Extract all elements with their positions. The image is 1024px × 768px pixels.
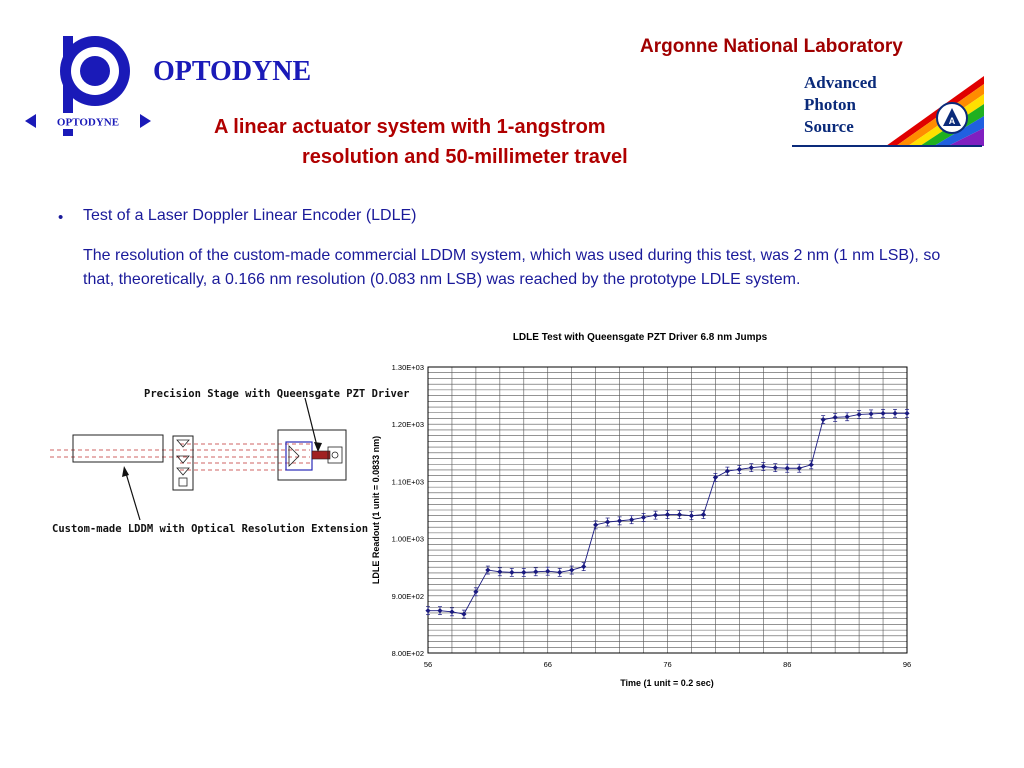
data-point-marker: [892, 411, 897, 416]
data-point-marker: [485, 567, 490, 572]
data-point-marker: [833, 415, 838, 420]
data-point-marker: [749, 465, 754, 470]
lab-name: Argonne National Laboratory: [640, 36, 903, 57]
chart-grid: [428, 367, 907, 653]
data-point-marker: [725, 469, 730, 474]
prism-3: [177, 468, 189, 475]
prism-1: [177, 440, 189, 447]
y-axis-label: LDLE Readout (1 unit = 0.0833 nm): [371, 435, 381, 585]
data-point-marker: [773, 465, 778, 470]
y-tick-label: 8.00E+02: [391, 649, 424, 658]
data-point-marker: [605, 519, 610, 524]
optodyne-logo-dot: [80, 56, 110, 86]
data-point-marker: [904, 411, 909, 416]
aps-line1: Advanced: [804, 73, 877, 92]
optodyne-logo: [25, 28, 155, 140]
x-tick-label: 66: [543, 660, 552, 669]
x-axis-ticks: [424, 660, 911, 669]
bullet-icon: •: [58, 209, 64, 226]
pzt-screw: [332, 452, 338, 458]
y-tick-label: 1.20E+03: [391, 420, 424, 430]
data-point-marker: [521, 570, 526, 575]
optic-small: [179, 478, 187, 486]
data-point-marker: [425, 608, 430, 613]
data-point-marker: [509, 570, 514, 575]
left-arrow-icon: [25, 114, 36, 128]
data-point-marker: [497, 569, 502, 574]
data-point-marker: [557, 570, 562, 575]
data-point-marker: [677, 512, 682, 517]
data-point-marker: [701, 512, 706, 517]
x-tick-label: 76: [663, 660, 672, 669]
y-tick-label: 1.00E+03: [391, 534, 424, 544]
data-point-marker: [593, 522, 598, 527]
x-tick-label: 56: [423, 660, 433, 669]
data-point-marker: [809, 462, 814, 467]
data-point-marker: [880, 411, 885, 416]
data-point-marker: [737, 467, 742, 472]
pzt-driver: [312, 451, 330, 459]
aps-line2: Photon: [804, 95, 856, 114]
data-point-marker: [449, 609, 454, 614]
y-tick-label: 9.00E+02: [391, 591, 424, 601]
slide-title-line2: resolution and 50-millimeter travel: [302, 146, 628, 168]
aps-line3: Source: [804, 117, 854, 136]
data-point-marker: [569, 567, 574, 572]
aps-baseline: [792, 145, 982, 147]
y-tick-label: 1.30E+03: [391, 363, 424, 372]
data-point-marker: [533, 569, 538, 574]
data-point-marker: [437, 608, 442, 613]
x-tick-label: 86: [783, 660, 792, 669]
right-arrow-icon: [140, 114, 151, 128]
company-name: OPTODYNE: [153, 56, 312, 87]
slide-title-line1: A linear actuator system with 1-angstrom: [214, 116, 606, 138]
aps-seal-letter: A: [948, 116, 956, 126]
data-point-marker: [581, 564, 586, 569]
ldle-chart: [360, 325, 920, 695]
data-point-marker: [665, 512, 670, 517]
pointer-top-head: [314, 442, 322, 452]
x-tick-label: 96: [902, 660, 912, 669]
diagram-label-top: Precision Stage with Queensgate PZT Driver: [144, 388, 410, 400]
data-point-marker: [689, 513, 694, 518]
data-point-marker: [821, 417, 826, 422]
aps-logo: [790, 70, 984, 150]
y-tick-label: 1.10E+03: [391, 477, 424, 487]
optodyne-badge-text: OPTODYNE: [56, 116, 120, 129]
x-axis-label: Time (1 unit = 0.2 sec): [620, 678, 714, 688]
data-point-marker: [761, 464, 766, 469]
data-point-marker: [868, 411, 873, 416]
pointer-bottom: [125, 470, 140, 520]
data-point-marker: [653, 513, 658, 518]
body-paragraph: The resolution of the custom-made commercial LDDM system, which was used during this test, was 2 nm (1 nm LSB), so that, theoretically, a 0.166 nm resolution (0.083 nm LSB) was reached by the prototype LDLE system.: [83, 247, 941, 288]
laser-beams: [50, 444, 310, 470]
pointer-bottom-head: [122, 466, 129, 477]
chart-title: LDLE Test with Queensgate PZT Driver 6.8 nm Jumps: [512, 332, 768, 343]
lddm-box: [73, 435, 163, 462]
data-point-marker: [617, 518, 622, 523]
bullet-text: Test of a Laser Doppler Linear Encoder (LDLE): [83, 207, 417, 224]
diagram-label-bottom: Custom-made LDDM with Optical Resolution Extension: [52, 523, 369, 535]
data-point-marker: [461, 612, 466, 617]
y-axis-ticks: [392, 363, 424, 658]
